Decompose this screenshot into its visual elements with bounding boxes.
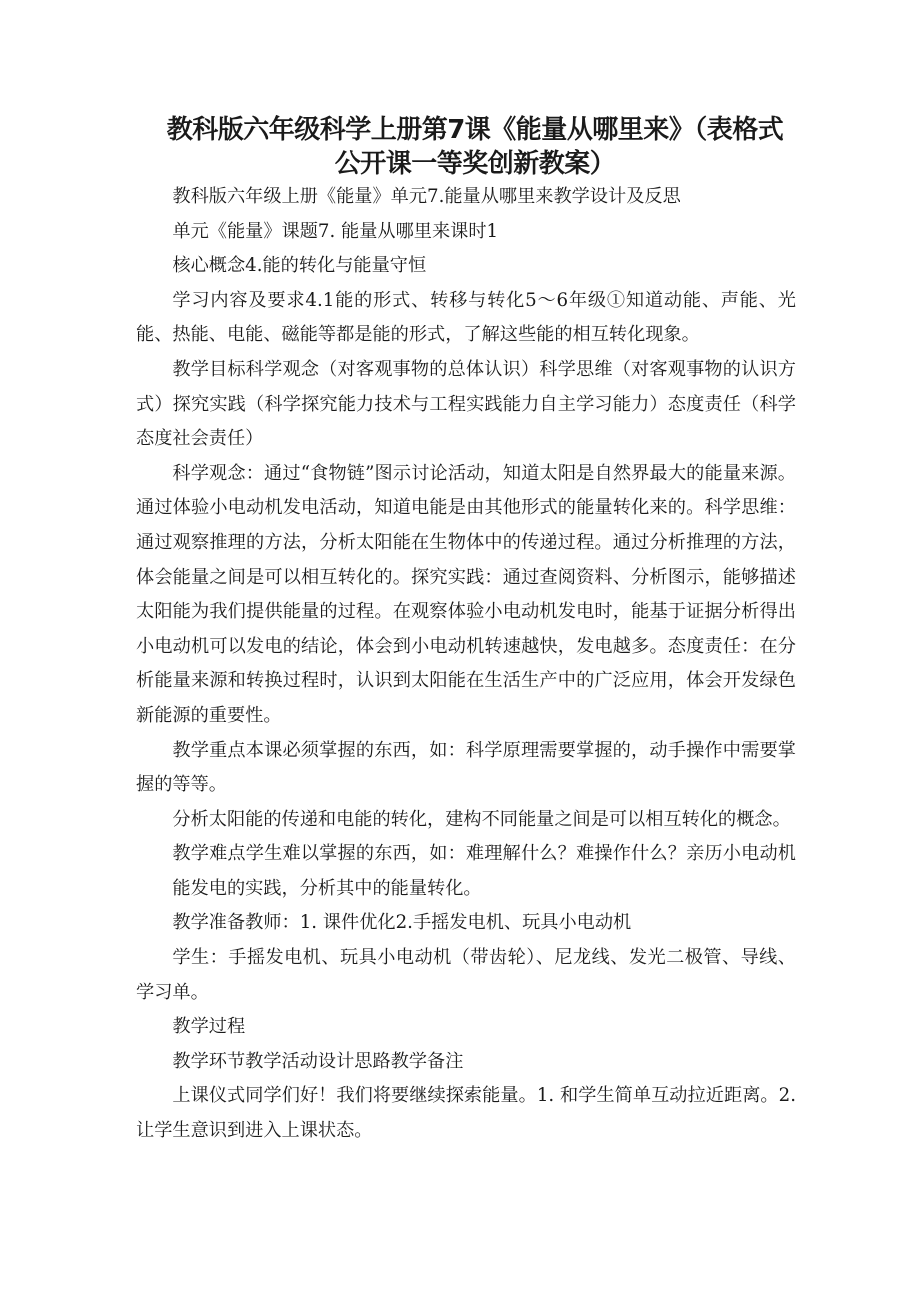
paragraph-student-prep: 学生：手摇发电机、玩具小电动机（带齿轮）、尼龙线、发光二极管、导线、学习单。	[136, 947, 796, 1003]
paragraph-core-concept: 核心概念4.能的转化与能量守恒	[172, 255, 427, 277]
paragraph-teaching-process: 教学过程	[172, 1016, 246, 1038]
paragraph-unit-heading: 教科版六年级上册《能量》单元7.能量从哪里来教学设计及反思	[172, 186, 681, 207]
paragraph-key-points-detail: 分析太阳能的传递和电能的转化，建构不同能量之间是可以相互转化的概念。	[172, 808, 791, 830]
paragraph-class-ritual: 上课仪式同学们好！我们将要继续探索能量。1. 和学生简单互动拉近距离。2. 让学生意识到进入上课状态。	[136, 1085, 796, 1142]
paragraph-teacher-prep: 教学准备教师：1. 课件优化2.手摇发电机、玩具小电动机	[172, 912, 632, 934]
document-title-line-1: 教科版六年级科学上册第7课《能量从哪里来》（表格式	[166, 115, 784, 145]
paragraph-learning-content: 学习内容及要求4.1能的形式、转移与转化5～6年级①知道动能、声能、光能、热能、电能、磁能等都是能的形式，了解这些能的相互转化现象。	[136, 289, 796, 346]
paragraph-difficulties: 教学难点学生难以掌握的东西，如：难理解什么？难操作什么？亲历小电动机能发电的实践，分析其中的能量转化。	[172, 843, 796, 899]
document-title-line-2: 公开课一等奖创新教案）	[334, 149, 616, 179]
paragraph-scientific-concepts: 科学观念：通过“食物链”图示讨论活动，知道太阳是自然界最大的能量来源。通过体验小电动机发电活动，知道电能是由其他形式的能量转化来的。科学思维：通过观察推理的方法，分析太阳能在生物体中的传递过程。通过分析推理的方法，体会能量之间是可以相互转化的。探究实践：通过查阅资料、分析图示，能够描述太阳能为我们提供能量的过程。在观察体验小电动机发电时，能基于证据分析得出小电动机可以发电的结论，体会到小电动机转速越快，发电越多。态度责任：在分析能量来源和转换过程时，认识到太阳能在生活生产中的广泛应用，体会开发绿色新能源的重要性。	[136, 462, 796, 726]
paragraph-teaching-goals: 教学目标科学观念（对客观事物的总体认识）科学思维（对客观事物的认识方式）探究实践（科学探究能力技术与工程实践能力自主学习能力）态度责任（科学态度社会责任）	[136, 358, 796, 450]
paragraph-key-points: 教学重点本课必须掌握的东西，如：科学原理需要掌握的，动手操作中需要掌握的等等。	[136, 739, 796, 796]
paragraph-table-header: 教学环节教学活动设计思路教学备注	[172, 1050, 464, 1072]
document-body	[136, 180, 796, 1149]
paragraph-lesson-info: 单元《能量》课题7. 能量从哪里来课时1	[172, 220, 499, 242]
